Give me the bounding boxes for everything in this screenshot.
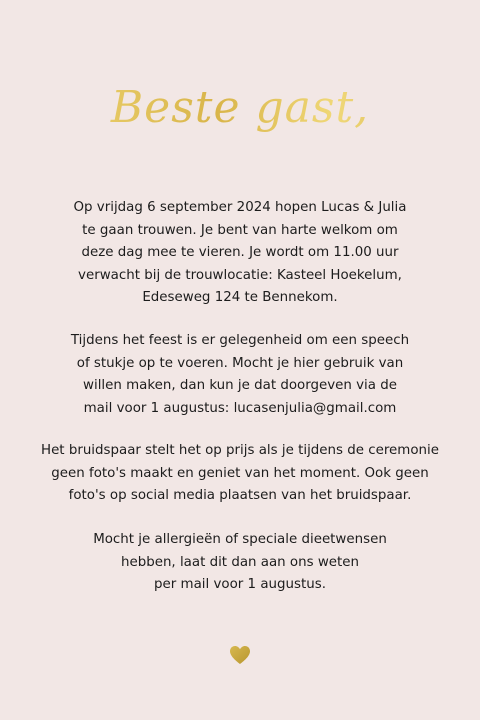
paragraph-dietary-info: Mocht je allergieën of speciale dieetwensen hebben, laat dit dan aan ons weten per mail voor 1 augustus.: [93, 532, 387, 592]
paragraph-wedding-details: Op vrijdag 6 september 2024 hopen Lucas & Julia te gaan trouwen. Je bent van harte welkom om deze dag mee te vieren. Je wordt om 11.00 uur verwacht bij de trouwlocatie: Kasteel Hoekelum, Edeseweg 124 te Bennekom.: [73, 200, 407, 305]
heart-icon: [228, 643, 252, 667]
paragraph-speech-info: Tijdens het feest is er gelegenheid om een speech of stukje op te voeren. Mocht je hier gebruik van willen maken, dan kun je dat doorgeven via de mail voor 1 augustus: lucasenjulia@gmail.com: [70, 333, 410, 416]
paragraph-photo-policy: Het bruidspaar stelt het op prijs als je tijdens de ceremonie geen foto's maakt en geniet van het moment. Ook geen foto's op social media plaatsen van het bruidspaar.: [41, 443, 439, 503]
greeting-title: Beste gast,: [0, 78, 480, 138]
